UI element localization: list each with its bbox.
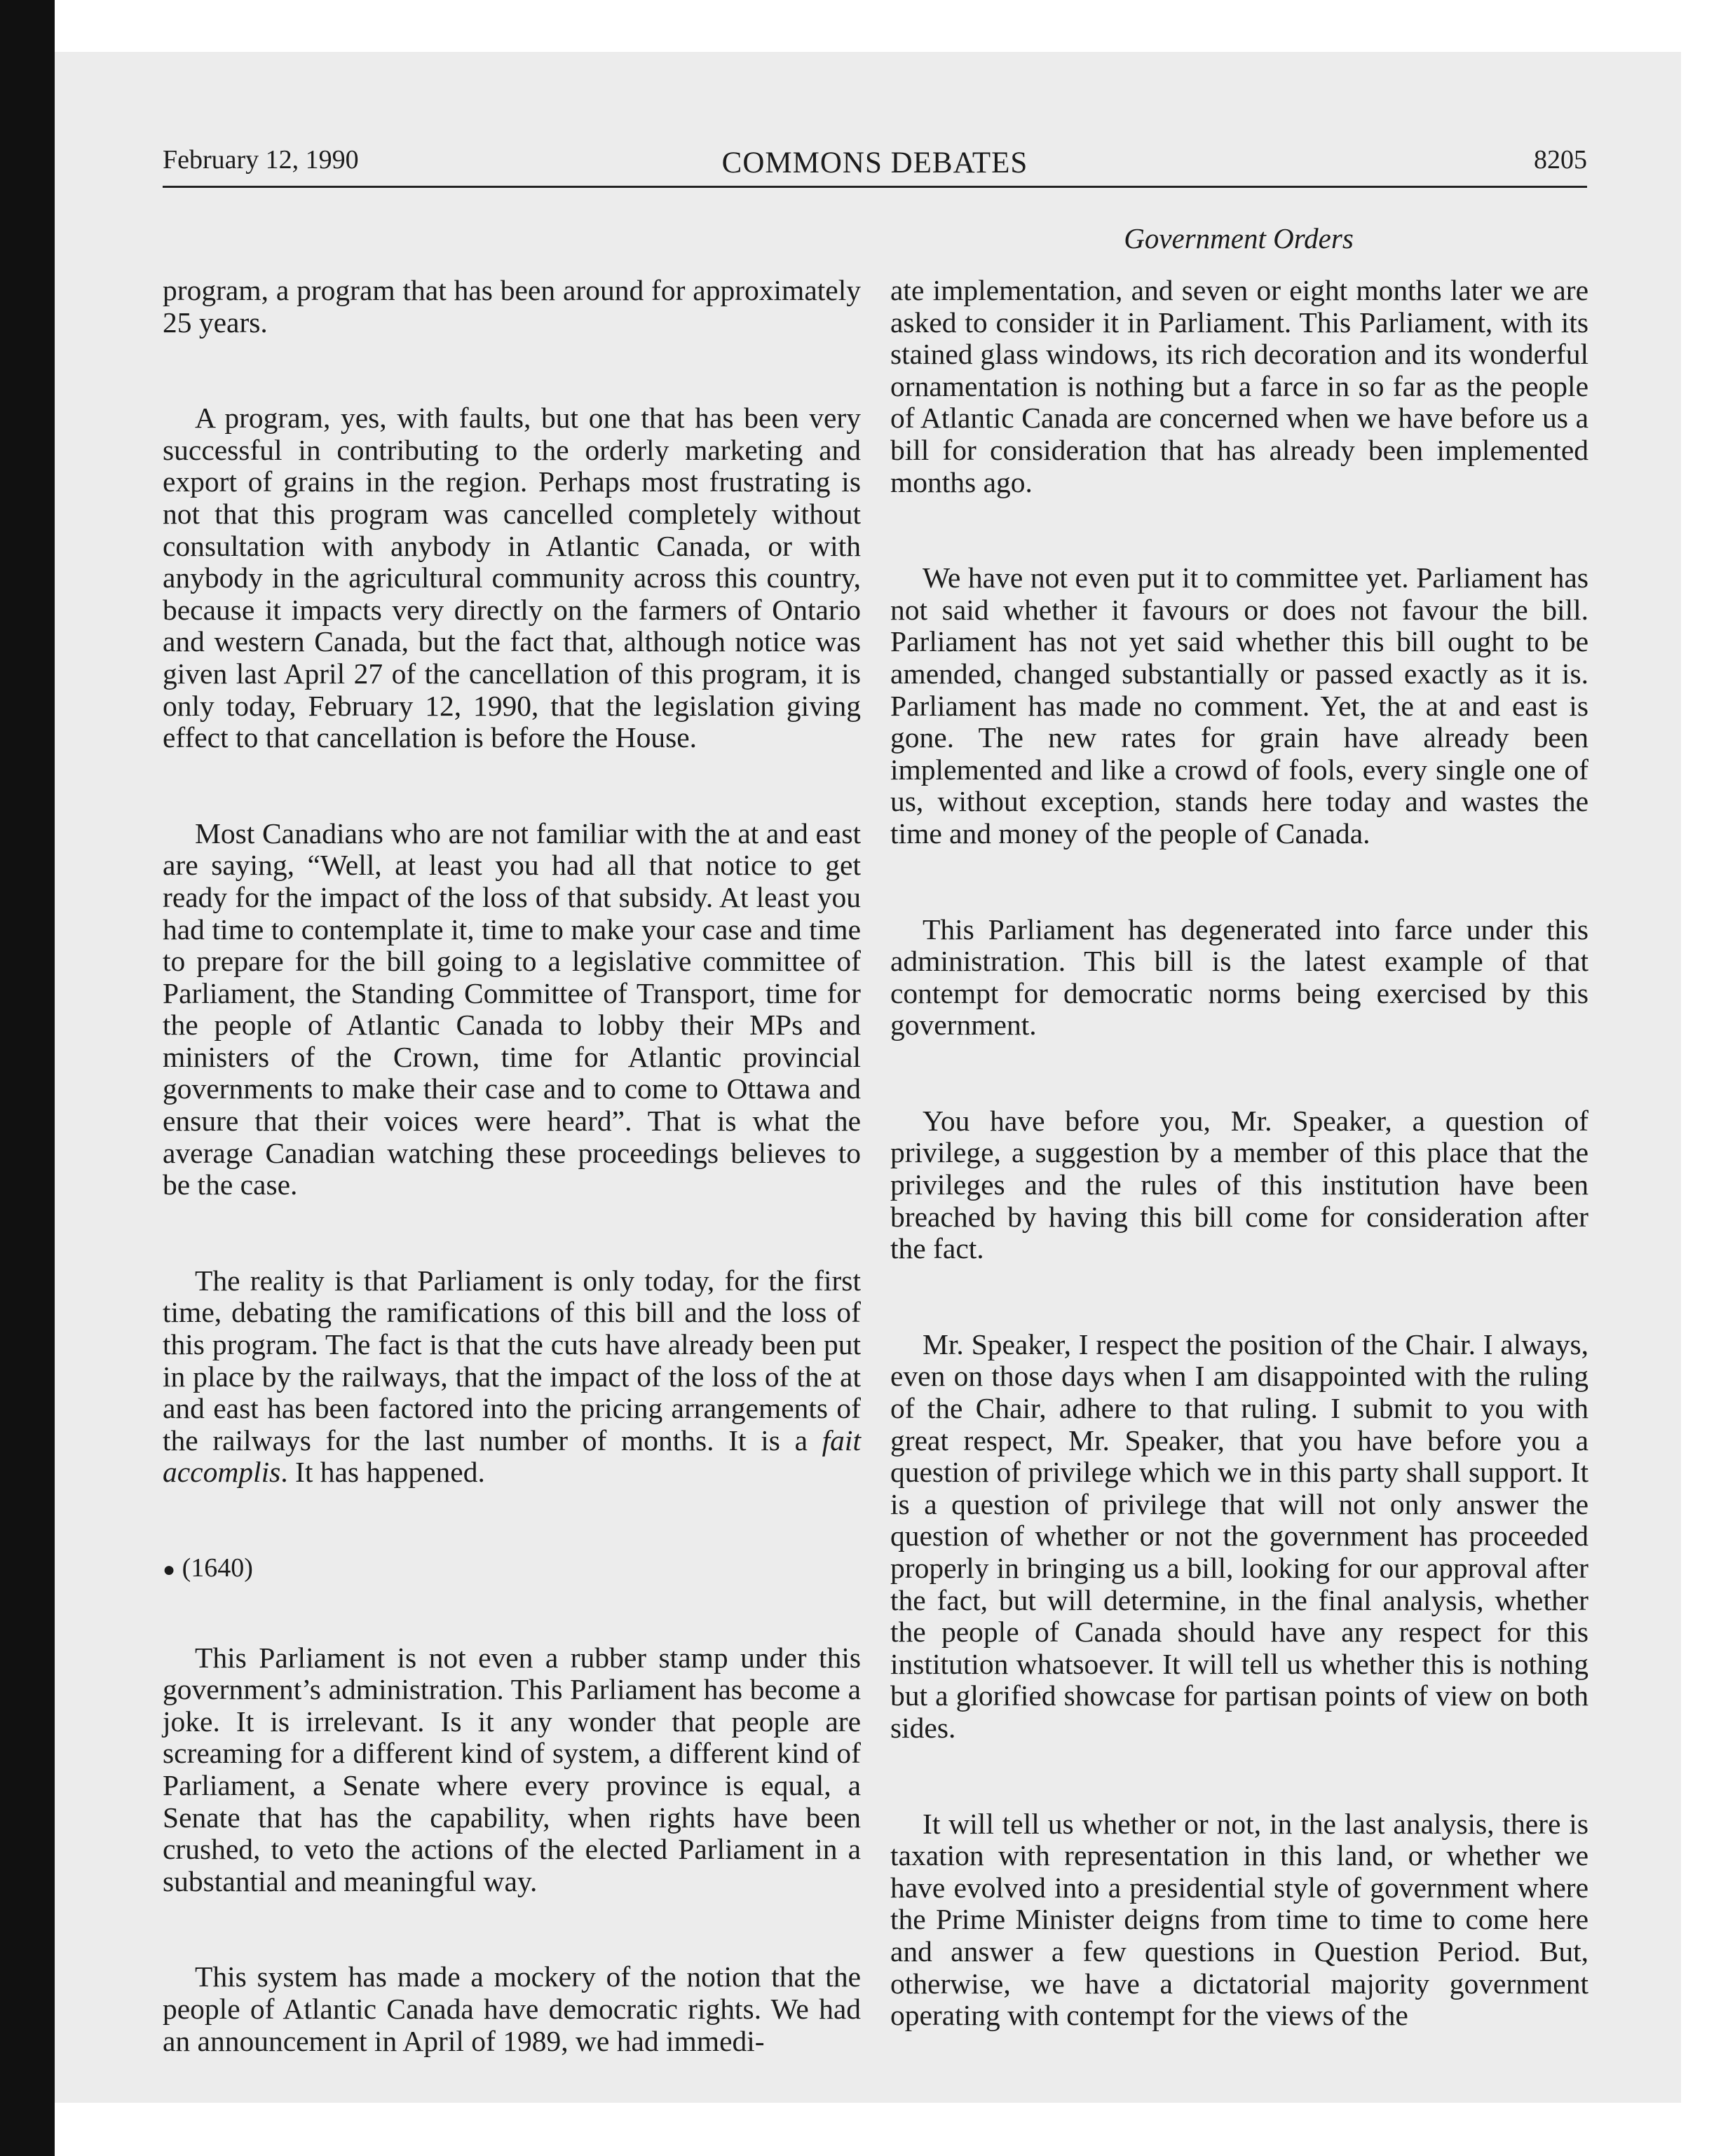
left-paragraph-5: This Parliament is not even a rubber stamp under this government’s administration. This Parliament has become a joke. It is irrelevant. Is it any wonder that people are screaming for a different kind of system, a different kind of Parliament, a Senate where every province is equal, a Senate that has the capability, when rights have been crushed, to veto the actions of the elected Parliament in a substantial and meaningful way. xyxy=(163,1641,861,1897)
left-column xyxy=(163,275,861,2121)
left-paragraph-2: A program, yes, with faults, but one that has been very successful in contributing to the orderly marketing and export of grains in the region. Perhaps most frustrating is not that this program was cancelled completely without consultation with anybody in Atlantic Canada, or with anybody in the agricultural community across this country, because it impacts very directly on the farmers of Ontario and western Canada, but the fact that, although notice was given last April 27 of the cancellation of this program, it is only today, February 12, 1990, that the legislation giving effect to that cancellation is before the House. xyxy=(163,402,861,754)
right-paragraph-5: Mr. Speaker, I respect the position of the Chair. I always, even on those days when I am disappointed with the ruling of the Chair, adhere to that ruling. I submit to you with great respect, Mr. Speaker, that you have before you a question of privilege which we in this party shall support. It is a question of privilege that will not only answer the question of whether or not the government has proceeded properly in bringing us a bill, looking for our approval after the fact, but will determine, in the final analysis, whether the people of Canada should have any respect for this institution whatsoever. It will tell us whether this is nothing but a glorified showcase for partisan points of view on both sides. xyxy=(890,1328,1588,1744)
left-paragraph-4 xyxy=(163,1265,861,1489)
running-header xyxy=(163,137,1587,179)
left-paragraph-4-end: . It has happened. xyxy=(280,1456,485,1489)
time-marker-text: (1640) xyxy=(182,1553,253,1583)
right-column xyxy=(890,275,1588,2096)
time-marker xyxy=(163,1553,861,1586)
right-paragraph-6: It will tell us whether or not, in the last analysis, there is taxation with representation in this land, or whether we have evolved into a presidential style of government where the Prime Minister deigns from time to time to come here and answer a few questions in Question Period. But, otherwise, we have a dictatorial majority government operating with contempt for the views of the xyxy=(890,1807,1588,2032)
right-paragraph-1: ate implementation, and seven or eight months later we are asked to consider it in Parliament. This Parliament, with its stained glass windows, its rich decoration and its wonderful ornamentation is nothing but a farce in so far as the people of Atlantic Canada are concerned when we have before us a bill for consideration that has already been implemented months ago. xyxy=(890,274,1588,498)
header-title: COMMONS DEBATES xyxy=(721,146,1028,179)
header-rule xyxy=(163,186,1587,188)
right-paragraph-3: This Parliament has degenerated into farce under this administration. This bill is the latest example of that contempt for democratic norms being exercised by this government. xyxy=(890,913,1588,1042)
scan-top-margin xyxy=(55,0,1735,52)
left-paragraph-4-text: The reality is that Parliament is only today, for the first time, debating the ramifications of this bill and the loss of this program. The fact is that the cuts have already been put in place by the railways, that the impact of the loss of the at and east has been factored into the pricing arrangements of the railways for the last number of months. It is a xyxy=(163,1264,861,1456)
section-heading: Government Orders xyxy=(1124,222,1354,254)
left-paragraph-3: Most Canadians who are not familiar with the at and east are saying, “Well, at least you had all that notice to get ready for the impact of the loss of that subsidy. At least you had time to contemplate it, time to make your case and time to prepare for the bill going to a legislative committee of Parliament, the Standing Committee of Transport, time for the people of Atlantic Canada to lobby their MPs and ministers of the Crown, time for Atlantic provincial governments to make their case and to come to Ottawa and ensure that their voices were heard”. That is what the average Canadian watching these proceedings believes to be the case. xyxy=(163,817,861,1201)
right-paragraph-2: We have not even put it to committee yet. Parliament has not said whether it favours or does not favour the bill. Parliament has not yet said whether this bill ought to be amended, changed substantially or passed exactly as it is. Parliament has made no comment. Yet, the at and east is gone. The new rates for grain have already been implemented and like a crowd of fools, every single one of us, without exception, stands here today and wastes the time and money of the people of Canada. xyxy=(890,561,1588,850)
left-paragraph-6: This system has made a mockery of the notion that the people of Atlantic Canada have democratic rights. We had an announcement in April of 1989, we had immedi- xyxy=(163,1960,861,2057)
scan-left-edge xyxy=(0,0,55,2156)
left-paragraph-4-italic: fait accomplis xyxy=(163,1424,861,1489)
header-page-number: 8205 xyxy=(1534,145,1587,175)
header-date: February 12, 1990 xyxy=(163,145,359,175)
time-marker-bullet: ● xyxy=(163,1558,176,1581)
left-paragraph-1: program, a program that has been around for approximately 25 years. xyxy=(163,274,861,339)
right-paragraph-4: You have before you, Mr. Speaker, a question of privilege, a suggestion by a member of this place that the privileges and the rules of this institution have been breached by having this bill come for consideration after the fact. xyxy=(890,1104,1588,1265)
